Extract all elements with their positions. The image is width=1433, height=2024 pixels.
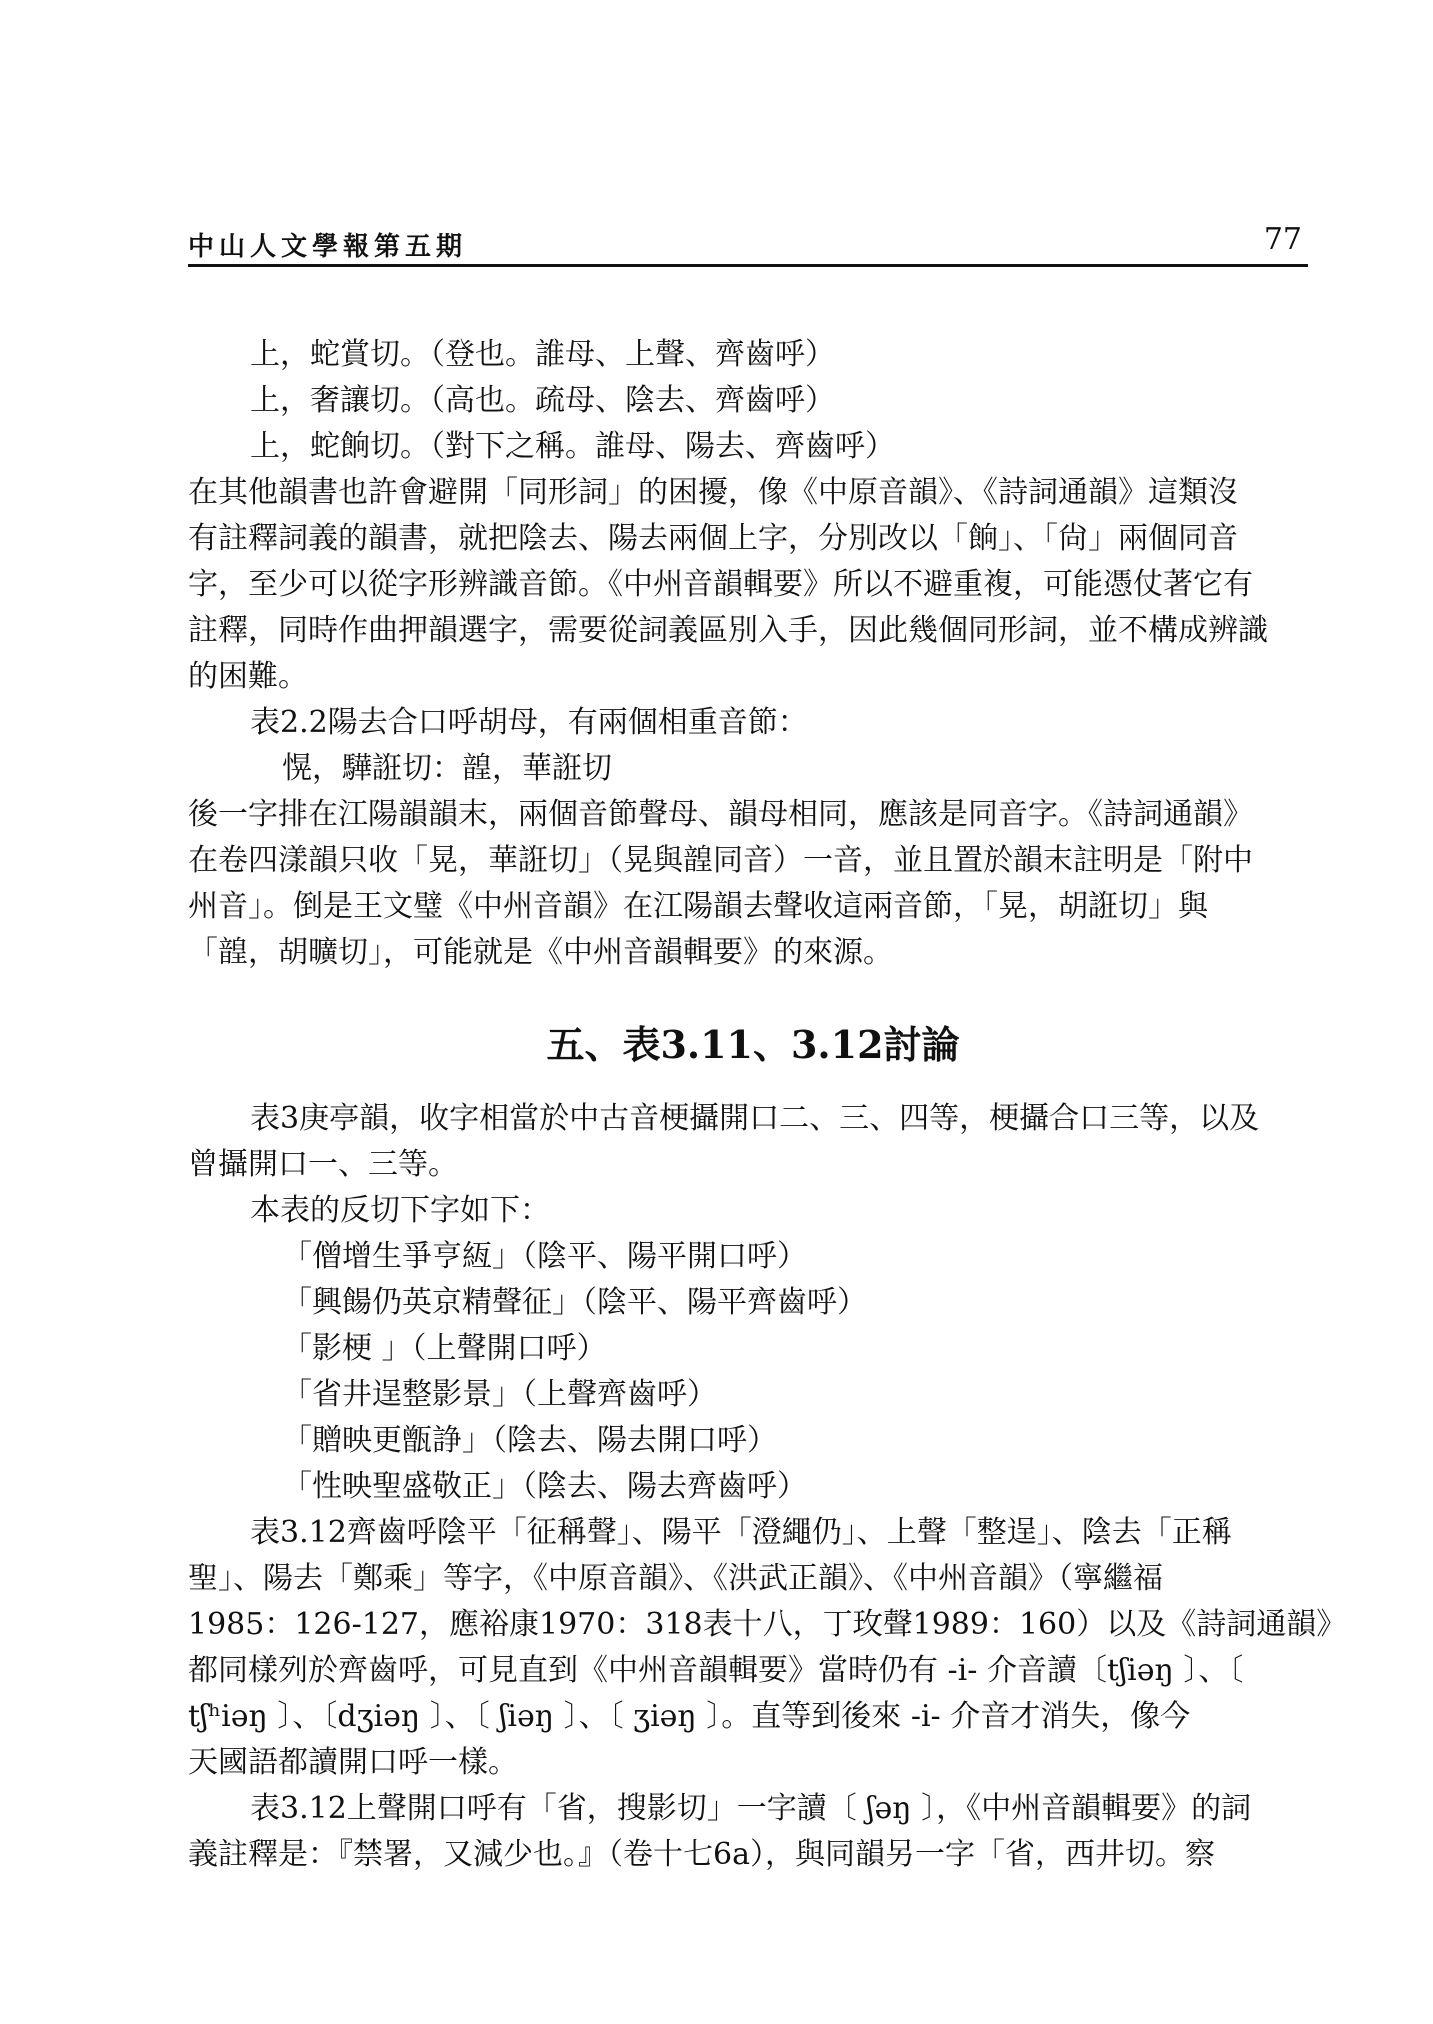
text-line: 「興餳仍英京精聲征」（陰平、陽平齊齒呼） bbox=[282, 1285, 867, 1320]
text-line: 表3.12齊齒呼陰平「征稱聲」、陽平「澄繩仍」、上聲「整逞」、陰去「正稱 bbox=[250, 1515, 1232, 1550]
text-line: 愰，驊誑切：韹，華誑切 bbox=[282, 751, 612, 786]
text-line: 上，蛇賞切。（登也。誰母、上聲、齊齒呼） bbox=[250, 337, 835, 372]
section-heading: 五、表3.11、3.12討論 bbox=[546, 1022, 960, 1067]
text-line: 「性映聖盛敬正」（陰去、陽去齊齒呼） bbox=[282, 1469, 807, 1504]
text-line: 1985：126-127，應裕康1970：318表十八，丁玫聲1989：160）以及《詩詞通韻》 bbox=[188, 1607, 1347, 1642]
text-line: 「省井逞整影景」（上聲齊齒呼） bbox=[282, 1377, 717, 1412]
text-line: 上，奢讓切。（高也。疏母、陰去、齊齒呼） bbox=[250, 383, 835, 418]
text-line: 字，至少可以從字形辨識音節。《中州音韻輯要》所以不避重複，可能憑仗著它有 bbox=[188, 567, 1253, 602]
page-body bbox=[188, 332, 1347, 1878]
text-line: 「影梗 」（上聲開口呼） bbox=[282, 1331, 607, 1366]
journal-title: 中山人文學報第五期 bbox=[188, 232, 468, 262]
text-line: 本表的反切下字如下： bbox=[250, 1193, 550, 1228]
text-line: 義註釋是：『禁署，又減少也。』（卷十七6a），與同韻另一字「省，西井切。察 bbox=[188, 1837, 1215, 1872]
text-line: 天國語都讀開口呼一樣。 bbox=[188, 1745, 518, 1780]
text-line: 的困難。 bbox=[188, 659, 308, 694]
text-line: 表2.2陽去合口呼胡母，有兩個相重音節： bbox=[250, 705, 808, 740]
text-line: 表3庚亭韻，收字相當於中古音梗攝開口二、三、四等，梗攝合口三等，以及 bbox=[250, 1101, 1260, 1136]
running-header bbox=[188, 222, 1308, 267]
text-line: 都同樣列於齊齒呼，可見直到《中州音韻輯要》當時仍有 -i- 介音讀〔tʃiəŋ 〕、〔 bbox=[188, 1653, 1244, 1688]
text-line: tʃʰiəŋ 〕、〔dʒiəŋ 〕、〔 ʃiəŋ 〕、〔 ʒiəŋ 〕。直等到後來 -i- 介音才消失，像今 bbox=[188, 1699, 1191, 1734]
text-line: 「僧增生爭亨絚」（陰平、陽平開口呼） bbox=[282, 1239, 807, 1274]
text-line: 曾攝開口一、三等。 bbox=[188, 1147, 458, 1182]
text-line: 表3.12上聲開口呼有「省，搜影切」一字讀〔 ʃəŋ 〕，《中州音韻輯要》的詞 bbox=[250, 1791, 1252, 1826]
text-line: 「韹，胡曠切」，可能就是《中州音韻輯要》的來源。 bbox=[188, 935, 893, 970]
page-number: 77 bbox=[1263, 222, 1302, 257]
text-line: 聖」、陽去「鄭乘」等字，《中原音韻》、《洪武正韻》、《中州音韻》（寧繼福 bbox=[188, 1561, 1163, 1596]
text-line: 有註釋詞義的韻書，就把陰去、陽去兩個上字，分別改以「餉」、「尙」兩個同音 bbox=[188, 521, 1238, 556]
text-line: 上，蛇餉切。（對下之稱。誰母、陽去、齊齒呼） bbox=[250, 429, 895, 464]
text-line: 「贈映更甑諍」（陰去、陽去開口呼） bbox=[282, 1423, 777, 1458]
text-line: 在卷四漾韻只收「晃，華誑切」（晃與韹同音）一音，並且置於韻末註明是「附中 bbox=[188, 843, 1253, 878]
text-line: 在其他韻書也許會避開「同形詞」的困擾，像《中原音韻》、《詩詞通韻》這類沒 bbox=[188, 475, 1238, 510]
text-line: 後一字排在江陽韻韻末，兩個音節聲母、韻母相同，應該是同音字。《詩詞通韻》 bbox=[188, 797, 1253, 832]
text-line: 註釋，同時作曲押韻選字，需要從詞義區別入手，因此幾個同形詞，並不構成辨識 bbox=[188, 613, 1268, 648]
text-line: 州音」。倒是王文璧《中州音韻》在江陽韻去聲收這兩音節，「晃，胡誑切」與 bbox=[188, 889, 1208, 924]
